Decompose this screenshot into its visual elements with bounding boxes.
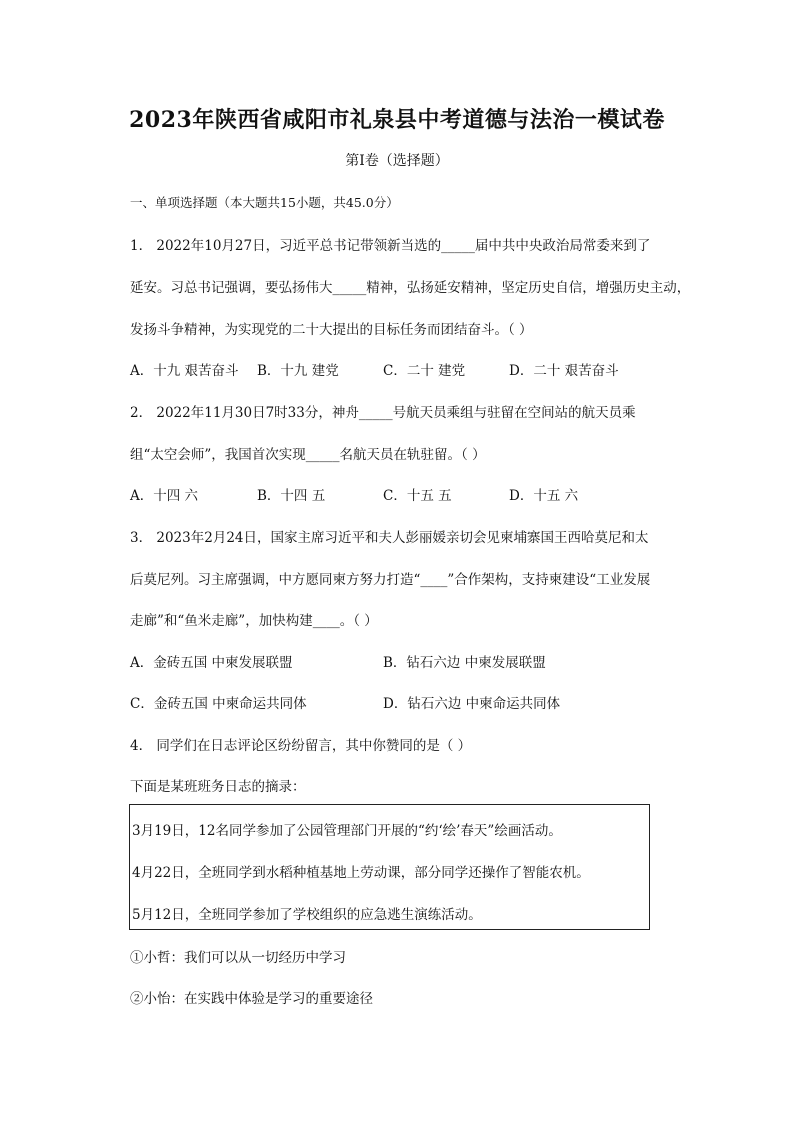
q4-comment-1: ①小哲：我们可以从一切经历中学习 — [130, 950, 346, 966]
q1-stem-line1: 1． 2022年10月27日，习近平总书记带领新当选的_____届中共中央政治局常委来到了 — [130, 238, 651, 254]
q4-comment-2: ②小怡：在实践中体验是学习的重要途径 — [130, 991, 373, 1007]
q1-option-c: C．二十 建党 — [383, 363, 466, 379]
log-entry-2: 4月22日，全班同学到水稻种植基地上劳动课，部分同学还操作了智能农机。 — [132, 865, 590, 881]
q2-option-a: A．十四 六 — [130, 488, 199, 504]
q4-intro: 下面是某班班务日志的摘录： — [130, 779, 306, 795]
log-entry-1: 3月19日，12名同学参加了公园管理部门开展的“约‘绘’春天”绘画活动。 — [132, 823, 562, 839]
q4-stem: 4． 同学们在日志评论区纷纷留言，其中你赞同的是（ ） — [130, 738, 472, 754]
q3-stem-line3: 走廊”和“鱼米走廊”，加快构建____。（ ） — [130, 613, 378, 629]
q3-stem-line1: 3． 2023年2月24日，国家主席习近平和夫人彭丽媛亲切会见柬埔寨国王西哈莫尼和太 — [130, 530, 649, 546]
q3-option-d: D．钻石六边 中柬命运共同体 — [383, 696, 561, 712]
log-entry-3: 5月12日，全班同学参加了学校组织的应急逃生演练活动。 — [132, 907, 482, 923]
q1-stem-line3: 发扬斗争精神，为实现党的二十大提出的目标任务而团结奋斗。（ ） — [130, 322, 533, 338]
q2-option-b: B．十四 五 — [257, 488, 326, 504]
q1-option-a: A．十九 艰苦奋斗 — [130, 363, 239, 379]
q3-stem-line2: 后莫尼列。习主席强调，中方愿同柬方努力打造“____”合作架构，支持柬建设“工业发展 — [130, 572, 651, 588]
q2-stem-line1: 2． 2022年11月30日7时33分，神舟_____号航天员乘组与驻留在空间站的航天员乘 — [130, 405, 636, 421]
q1-option-b: B．十九 建党 — [257, 363, 339, 379]
exam-title: 2023年陕西省咸阳市礼泉县中考道德与法治一模试卷 — [129, 107, 665, 133]
q2-option-c: C．十五 五 — [383, 488, 452, 504]
section-heading: 一、单项选择题（本大题共15小题，共45.0分） — [130, 195, 399, 210]
volume-heading: 第Ⅰ卷（选择题） — [345, 153, 449, 169]
q3-option-c: C．金砖五国 中柬命运共同体 — [130, 696, 307, 712]
q1-option-d: D．二十 艰苦奋斗 — [509, 363, 619, 379]
q3-option-a: A．金砖五国 中柬发展联盟 — [130, 655, 293, 671]
q2-stem-line2: 组“太空会师”，我国首次实现_____名航天员在轨驻留。（ ） — [130, 447, 486, 463]
q3-option-b: B．钻石六边 中柬发展联盟 — [383, 655, 546, 671]
class-log-box — [129, 804, 650, 930]
q1-stem-line2: 延安。习总书记强调，要弘扬伟大_____精神，弘扬延安精神，坚定历史自信，增强历史主动， — [130, 280, 691, 296]
q2-option-d: D．十五 六 — [509, 488, 579, 504]
